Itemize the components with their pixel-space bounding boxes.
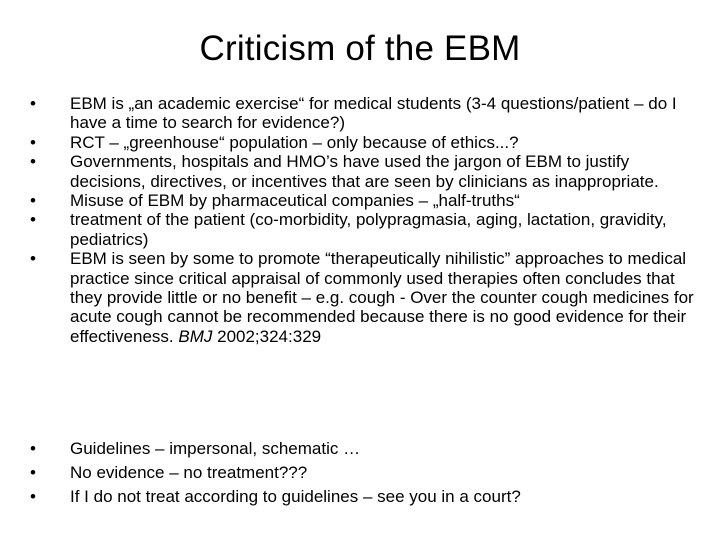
bullet-item: • If I do not treat according to guidelines – see you in a court?	[30, 485, 700, 509]
bullet-text: EBM is seen by some to promote “therapeutically nihilistic” approaches to medical practice since critical appraisal of commonly used therapies often concludes that they provide little or no benefit – e.g. cough - Over the counter cough medicines for acute cough cannot be recommended because there is no good evidence for their effectiveness.	[70, 249, 694, 346]
bullet-item-nihilistic	[30, 249, 700, 346]
journal-name: BMJ	[178, 326, 213, 346]
bullet-list-main	[30, 94, 700, 346]
bullet-item: • RCT – „greenhouse“ population – only because of ethics...?	[30, 133, 700, 152]
bullet-item: • treatment of the patient (co-morbidity, polypragmasia, aging, lactation, gravidity, pediatrics)	[30, 210, 700, 249]
bullet-item: • No evidence – no treatment???	[30, 461, 700, 485]
bullet-list-guidelines	[30, 437, 700, 509]
bullet-item: • Governments, hospitals and HMO’s have used the jargon of EBM to justify decisions, directives, or incentives that are seen by clinicians as inappropriate.	[30, 152, 700, 191]
bullet-item: • Misuse of EBM by pharmaceutical companies – „half-truths“	[30, 191, 700, 210]
bullet-item: • Guidelines – impersonal, schematic …	[30, 437, 700, 461]
bullet-item: • EBM is „an academic exercise“ for medical students (3-4 questions/patient – do I have a time to search for evidence?)	[30, 94, 700, 133]
journal-citation: 2002;324:329	[217, 326, 322, 346]
slide-title: Criticism of the EBM	[199, 29, 521, 68]
